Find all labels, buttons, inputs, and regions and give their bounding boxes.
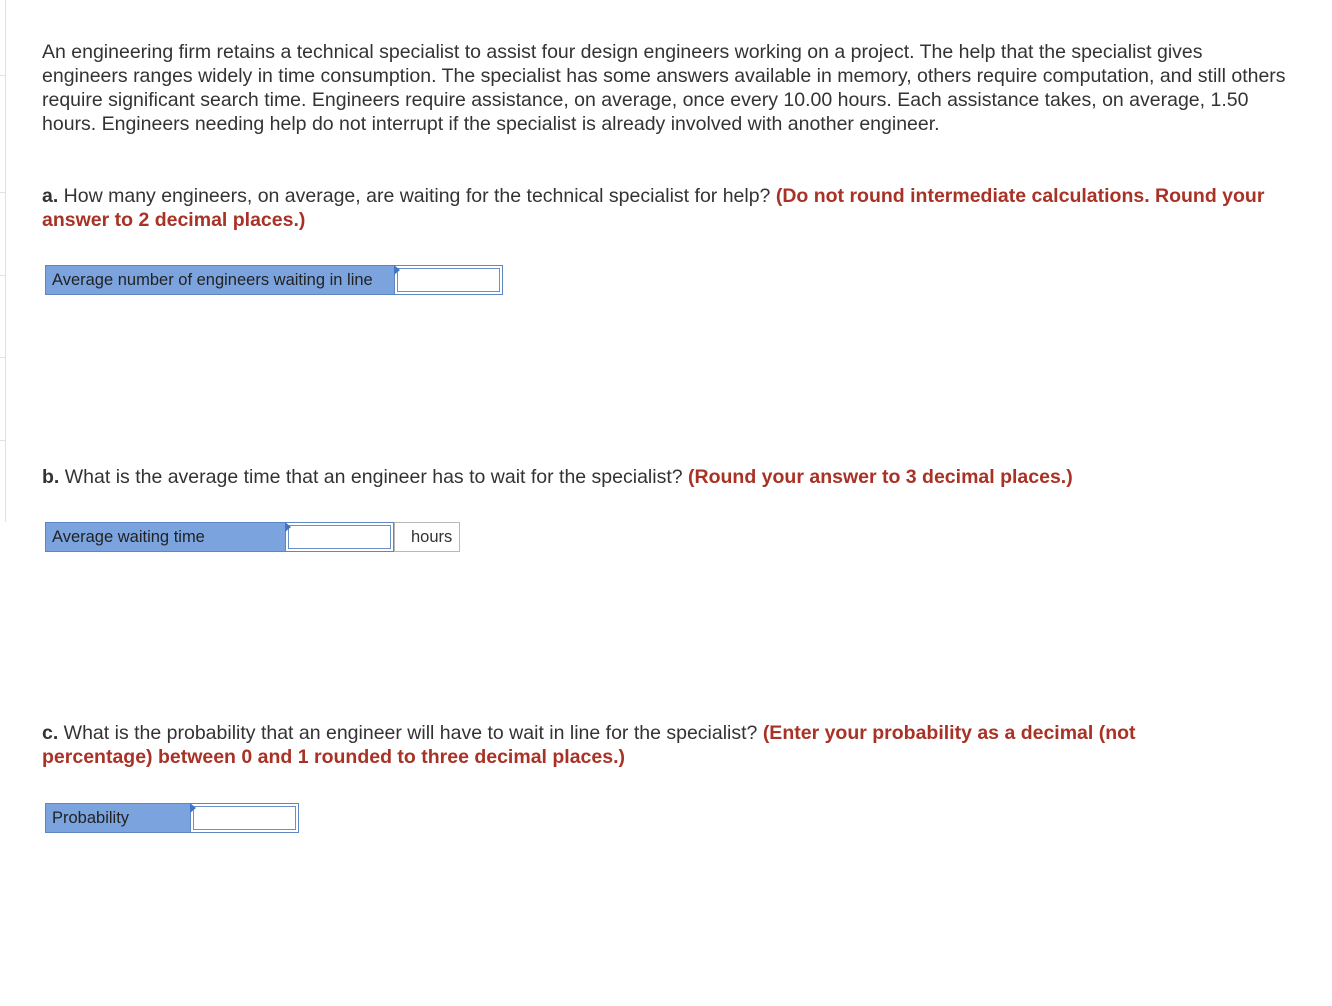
question-a-instructions: (Do not round intermediate calculations. Round your answer to 2 decimal places.) [42, 185, 1265, 231]
question-b-instructions: (Round your answer to 3 decimal places.) [688, 466, 1073, 488]
rail-divider [0, 357, 6, 358]
answer-b-unit: hours [394, 522, 460, 552]
question-b-letter: b. [42, 466, 60, 488]
question-b [42, 465, 1302, 489]
rail-divider [0, 440, 6, 441]
input-flag-icon [394, 265, 400, 275]
question-a-letter: a. [42, 185, 59, 207]
question-a [42, 184, 1302, 232]
answer-c-input[interactable] [193, 806, 296, 830]
answer-row-a [45, 265, 503, 295]
left-rail [0, 0, 6, 522]
input-flag-icon [285, 522, 291, 532]
answer-b-label: Average waiting time [45, 522, 286, 552]
question-b-text: What is the average time that an engineer has to wait for the specialist? [59, 466, 689, 488]
question-a-text: How many engineers, on average, are waiting for the technical specialist for help? [58, 185, 776, 207]
problem-statement: An engineering firm retains a technical specialist to assist four design engineers working on a project. The help that the specialist gives engineers ranges widely in time consumption. The specialist has some answers available in memory, others require computation, and still others require significant search time. Engineers require assistance, on average, once every 10.00 hours. Each assistance takes, on average, 1.50 hours. Engineers needing help do not interrupt if the specialist is already involved with another engineer. [42, 41, 1286, 135]
answer-c-field [191, 803, 299, 833]
question-c-text: What is the probability that an engineer will have to wait in line for the specialist? [58, 722, 763, 744]
answer-b-field [286, 522, 394, 552]
rail-divider [0, 192, 6, 193]
question-c [42, 721, 1222, 769]
question-c-letter: c. [42, 722, 59, 744]
question-c-instructions: (Enter your probability as a decimal (not percentage) between 0 and 1 rounded to three decimal places.) [42, 722, 1136, 768]
answer-a-field [395, 265, 503, 295]
rail-divider [0, 75, 6, 76]
rail-divider [0, 275, 6, 276]
answer-row-c [45, 803, 299, 833]
answer-row-b [45, 522, 460, 552]
answer-c-label: Probability [45, 803, 191, 833]
answer-b-input[interactable] [288, 525, 391, 549]
answer-a-input[interactable] [397, 268, 500, 292]
input-flag-icon [190, 803, 196, 813]
answer-a-label: Average number of engineers waiting in line [45, 265, 395, 295]
